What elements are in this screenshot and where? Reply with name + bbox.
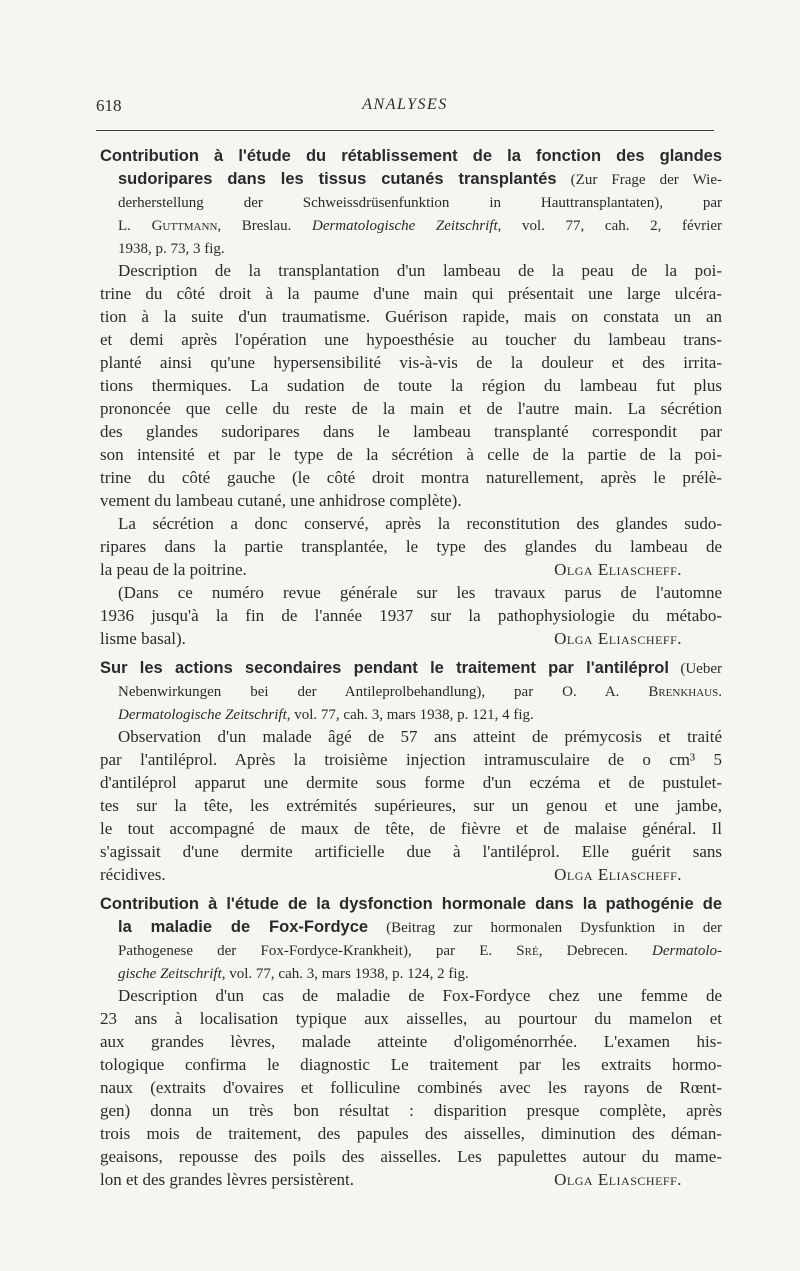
- text-run: lon et des grandes lèvres persistèrent.: [100, 1170, 354, 1189]
- text-line: [100, 1122, 722, 1145]
- page-header: [96, 96, 714, 122]
- text-run: aux grandes lèvres, malade atteinte d'oligoménorrhée. L'examen his-: [100, 1032, 722, 1051]
- text-run: la maladie de Fox-Fordyce: [118, 918, 369, 936]
- text-run: tions thermiques. La sudation de toute la région du lambeau fut plus: [100, 376, 722, 395]
- text-run: Sré: [516, 943, 539, 959]
- line-text: [100, 750, 722, 769]
- line-text: [100, 658, 722, 677]
- text-line: [100, 282, 722, 305]
- text-run: trine du côté gauche (le côté droit montra naturellement, après le prélè-: [100, 468, 722, 487]
- text-run: d'antiléprol apparut une dermite sous forme d'un eczéma et de pustulet-: [100, 773, 722, 792]
- text-line: [100, 466, 722, 489]
- text-line: [100, 771, 722, 794]
- text-run: 23 ans à localisation typique aux aisselles, au pourtour du mamelon et: [100, 1009, 722, 1028]
- text-line: [100, 351, 722, 374]
- text-run: la peau de la poitrine.: [100, 560, 247, 579]
- line-text: [100, 491, 462, 510]
- author-signature: Olga Eliascheff.: [554, 560, 682, 579]
- text-line: [100, 961, 722, 984]
- line-text: [100, 1168, 354, 1191]
- text-run: tion à la suite d'un traumatisme. Guérison rapide, mais on constata un an: [100, 307, 722, 326]
- text-run: derherstellung der Schweissdrüsenfunktion in Hauttransplantaten), par: [118, 195, 722, 211]
- text-run: Brenkhaus: [648, 684, 719, 700]
- line-text: [100, 894, 722, 913]
- text-line: [100, 840, 722, 863]
- text-line: [100, 213, 722, 236]
- text-run: (Ueber: [668, 661, 722, 677]
- line-text: [100, 773, 722, 792]
- text-run: par l'antiléprol. Après la troisième injection intramusculaire de o cm³ 5: [100, 750, 722, 769]
- line-text: [118, 704, 534, 723]
- text-line: [100, 420, 722, 443]
- text-line: [100, 748, 722, 771]
- text-run: trine du côté droit à la paume d'une main qui présentait une large ulcéra-: [100, 284, 722, 303]
- text-run: , vol. 77, cah. 3, mars 1938, p. 121, 4 fig.: [286, 707, 534, 723]
- text-line: [100, 1007, 722, 1030]
- text-line: [100, 679, 722, 702]
- text-run: , vol. 77, cah. 2, février: [497, 218, 722, 234]
- text-run: des glandes sudoripares dans le lambeau transplanté correspondit par: [100, 422, 722, 441]
- line-text: [100, 1009, 722, 1028]
- text-run: Description de la transplantation d'un lambeau de la peau de la poi-: [118, 261, 722, 280]
- line-text: [100, 376, 722, 395]
- text-line: [100, 1076, 722, 1099]
- line-text: [118, 215, 722, 234]
- line-text: [100, 1032, 722, 1051]
- text-run: Nebenwirkungen bei der Antileprolbehandlung), par O. A.: [118, 684, 649, 700]
- text-run: gische Zeitschrift: [118, 966, 222, 982]
- line-text: [100, 1078, 722, 1097]
- text-run: ripares dans la partie transplantée, le type des glandes du lambeau de: [100, 537, 722, 556]
- text-run: lisme basal).: [100, 629, 186, 648]
- text-line: [100, 892, 722, 915]
- line-text: [100, 558, 247, 581]
- text-line: [100, 863, 722, 886]
- line-text: [100, 1124, 722, 1143]
- text-line: [100, 656, 722, 679]
- line-text: [118, 681, 722, 700]
- text-run: Pathogenese der Fox-Fordyce-Krankheit), par E.: [118, 943, 517, 959]
- header-rule: [96, 130, 714, 131]
- text-run: 1936 jusqu'à la fin de l'année 1937 sur la pathophysiologie du métabo-: [100, 606, 722, 625]
- line-text: [100, 863, 166, 886]
- line-text: [100, 627, 186, 650]
- text-run: Dermatolo-: [652, 943, 722, 959]
- text-run: sudoripares dans les tissus cutanés transplantés: [118, 170, 557, 188]
- text-line: [100, 328, 722, 351]
- line-text: [118, 583, 722, 602]
- text-line: [100, 817, 722, 840]
- text-run: vement du lambeau cutané, une anhidrose complète).: [100, 491, 462, 510]
- text-line: [100, 794, 722, 817]
- line-text: [118, 727, 722, 746]
- text-line: [100, 144, 722, 167]
- text-line: [100, 535, 722, 558]
- line-text: [118, 917, 722, 936]
- line-text: [118, 238, 225, 257]
- text-run: son intensité et par le type de la sécrétion à celle de la partie de la poi-: [100, 445, 722, 464]
- line-text: [100, 330, 722, 349]
- text-line: [100, 259, 722, 282]
- text-line: [100, 604, 722, 627]
- line-text: [118, 169, 722, 188]
- line-text: [100, 399, 722, 418]
- line-text: [118, 963, 469, 982]
- line-text: [100, 468, 722, 487]
- text-line: [100, 938, 722, 961]
- text-run: trois mois de traitement, des papules des aisselles, diminution des déman-: [100, 1124, 722, 1143]
- text-run: , Breslau.: [217, 218, 312, 234]
- article: [100, 656, 722, 886]
- text-run: geaisons, repousse des poils des aisselles. Les papulettes autour du mame-: [100, 1147, 722, 1166]
- text-run: Dermatologische Zeitschrift: [311, 218, 498, 234]
- author-signature: Olga Eliascheff.: [554, 1170, 682, 1189]
- text-run: naux (extraits d'ovaires et folliculine combinés avec les rayons de Rœnt-: [100, 1078, 722, 1097]
- text-run: La sécrétion a donc conservé, après la reconstitution des glandes sudo-: [118, 514, 722, 533]
- text-line: [100, 1099, 722, 1122]
- text-run: récidives.: [100, 865, 166, 884]
- text-line: [100, 581, 722, 604]
- article: [100, 892, 722, 1191]
- text-line: [100, 1168, 722, 1191]
- author-signature: Olga Eliascheff.: [554, 865, 682, 884]
- line-text: [118, 261, 722, 280]
- text-line: [100, 489, 722, 512]
- text-line: [100, 915, 722, 938]
- text-run: , Debrecen.: [538, 943, 652, 959]
- line-text: [100, 307, 722, 326]
- text-line: [100, 374, 722, 397]
- text-run: planté ainsi qu'une hypersensibilité vis-à-vis de la douleur et des irrita-: [100, 353, 722, 372]
- text-run: tes sur la tête, les extrémités supérieures, sur un genou et une jambe,: [100, 796, 722, 815]
- line-text: [100, 284, 722, 303]
- text-run: Sur les actions secondaires pendant le traitement par l'antiléprol: [100, 659, 669, 677]
- page-number: 618: [96, 96, 122, 115]
- text-line: [100, 558, 722, 581]
- text-line: [100, 190, 722, 213]
- line-text: [118, 940, 722, 959]
- line-text: [118, 986, 722, 1005]
- author-signature: Olga Eliascheff.: [554, 629, 682, 648]
- text-run: prononcée que celle du reste de la main et de l'autre main. La sécrétion: [100, 399, 722, 418]
- article: [100, 144, 722, 650]
- line-text: [118, 514, 722, 533]
- text-run: Guttmann: [151, 218, 218, 234]
- line-text: [100, 819, 722, 838]
- text-run: L.: [118, 218, 152, 234]
- text-run: s'agissait d'une dermite artificielle due à l'antiléprol. Elle guérit sans: [100, 842, 722, 861]
- line-text: [100, 842, 722, 861]
- line-text: [100, 422, 722, 441]
- line-text: [100, 1101, 722, 1120]
- text-run: tologique confirma le diagnostic Le traitement par les extraits hormo-: [100, 1055, 722, 1074]
- text-run: et demi après l'opération une hypoesthésie au toucher du lambeau trans-: [100, 330, 722, 349]
- text-line: [100, 443, 722, 466]
- text-line: [100, 702, 722, 725]
- line-text: [100, 146, 722, 165]
- text-run: le tout accompagné de maux de tête, de fièvre et de malaise général. Il: [100, 819, 722, 838]
- line-text: [100, 796, 722, 815]
- line-text: [100, 606, 722, 625]
- text-run: Contribution à l'étude du rétablissement de la fonction des glandes: [100, 147, 722, 165]
- text-line: [100, 1145, 722, 1168]
- line-text: [100, 1055, 722, 1074]
- text-line: [100, 167, 722, 190]
- text-line: [100, 984, 722, 1007]
- line-text: [100, 537, 722, 556]
- line-text: [118, 192, 722, 211]
- text-line: [100, 305, 722, 328]
- text-line: [100, 397, 722, 420]
- text-run: Contribution à l'étude de la dysfonction hormonale dans la pathogénie de: [100, 895, 722, 913]
- text-run: Observation d'un malade âgé de 57 ans atteint de prémycosis et traité: [118, 727, 722, 746]
- text-line: [100, 627, 722, 650]
- text-run: Dermatologische Zeitschrift: [118, 707, 287, 723]
- page-body: [100, 144, 722, 1197]
- text-run: 1938, p. 73, 3 fig.: [118, 241, 225, 257]
- text-run: (Beitrag zur hormonalen Dysfunktion in der: [368, 920, 722, 936]
- text-line: [100, 512, 722, 535]
- text-run: , vol. 77, cah. 3, mars 1938, p. 124, 2 fig.: [221, 966, 469, 982]
- line-text: [100, 445, 722, 464]
- text-run: (Zur Frage der Wie-: [556, 172, 722, 188]
- line-text: [100, 1147, 722, 1166]
- text-line: [100, 1030, 722, 1053]
- text-run: Description d'un cas de maladie de Fox-Fordyce chez une femme de: [118, 986, 722, 1005]
- text-line: [100, 1053, 722, 1076]
- text-line: [100, 725, 722, 748]
- text-line: [100, 236, 722, 259]
- running-title: ANALYSES: [362, 96, 448, 113]
- text-run: gen) donna un très bon résultat : disparition presque complète, après: [100, 1101, 722, 1120]
- line-text: [100, 353, 722, 372]
- text-run: .: [718, 684, 722, 700]
- text-run: (Dans ce numéro revue générale sur les travaux parus de l'automne: [118, 583, 722, 602]
